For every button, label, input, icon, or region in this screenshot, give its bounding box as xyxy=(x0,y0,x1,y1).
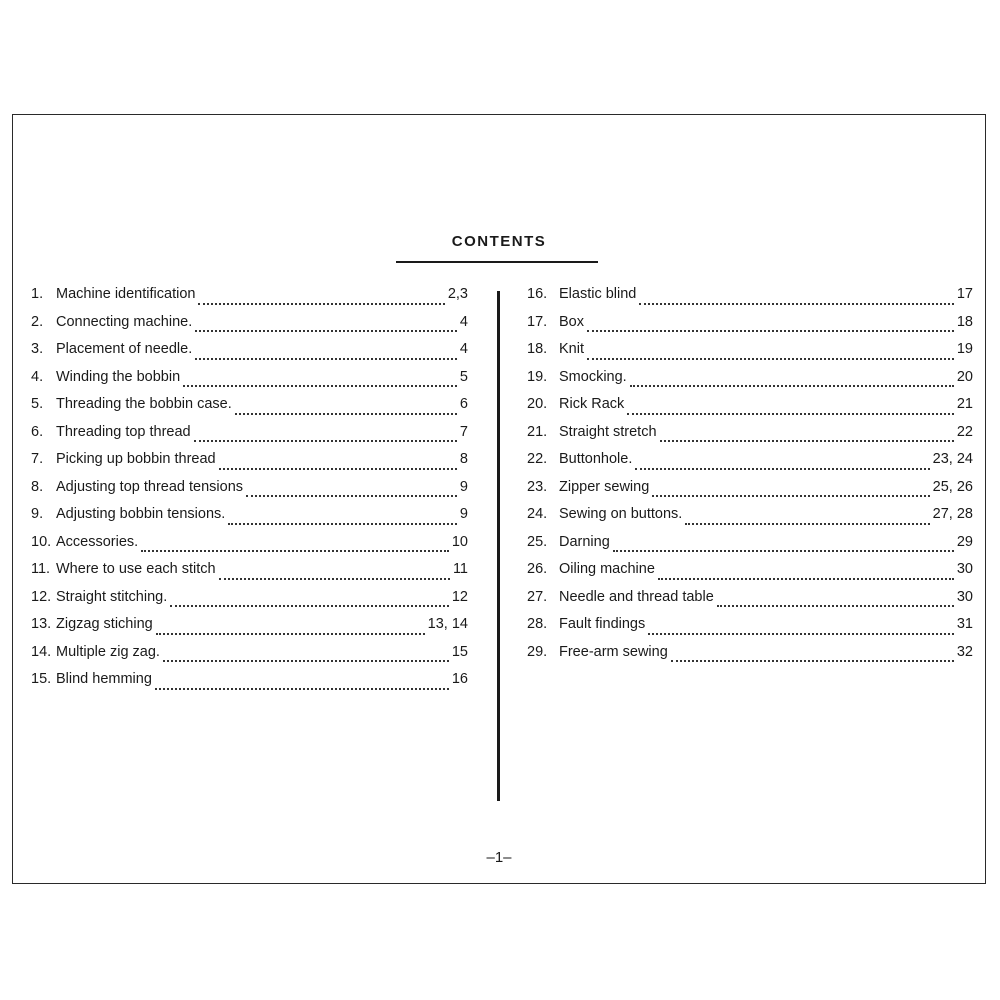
toc-entry xyxy=(31,424,468,452)
toc-entry xyxy=(31,369,468,397)
toc-entry-page: 7 xyxy=(459,423,468,440)
column-divider xyxy=(497,291,500,801)
toc-entry-page: 4 xyxy=(459,313,468,330)
toc-entry-page: 13, 14 xyxy=(427,616,468,632)
toc-entry xyxy=(527,561,973,589)
toc-entry-number: 25. xyxy=(527,533,548,550)
toc-entry-label: Smocking. xyxy=(559,368,627,385)
toc-entry xyxy=(527,424,973,452)
toc-entry-label: Placement of needle. xyxy=(56,341,193,357)
toc-entry-number: 11. xyxy=(31,561,51,577)
toc-entry xyxy=(527,451,973,479)
toc-entry-number: 14. xyxy=(31,643,52,660)
toc-entry-label: Straight stitching. xyxy=(56,588,168,605)
toc-entry-label: Where to use each stitch xyxy=(56,561,216,577)
toc-entry-label: Elastic blind xyxy=(559,286,637,302)
toc-entry-number: 15. xyxy=(31,671,52,687)
dot-leader xyxy=(630,385,954,387)
toc-entry-label: Zigzag stiching xyxy=(56,616,153,632)
dot-leader xyxy=(195,358,457,360)
toc-entry-page: 16 xyxy=(451,671,468,687)
dot-leader xyxy=(627,413,954,415)
toc-entry-number: 27. xyxy=(527,588,548,605)
toc-right-column xyxy=(527,286,973,671)
toc-entry xyxy=(31,644,468,672)
toc-entry-number: 29. xyxy=(527,643,548,660)
toc-entry-number: 13. xyxy=(31,616,52,632)
toc-entry xyxy=(527,369,973,397)
page-number: –1– xyxy=(486,849,512,866)
toc-entry-number: 4. xyxy=(31,368,44,385)
toc-entry-label: Blind hemming xyxy=(56,671,152,687)
toc-entry-number: 28. xyxy=(527,616,548,632)
dot-leader xyxy=(671,660,954,662)
toc-entry-page: 8 xyxy=(459,451,468,467)
toc-entry xyxy=(31,616,468,644)
toc-entry-page: 20 xyxy=(956,368,973,385)
toc-entry xyxy=(31,589,468,617)
dot-leader xyxy=(658,578,954,580)
toc-entry-label: Knit xyxy=(559,341,584,357)
dot-leader xyxy=(219,468,457,470)
dot-leader xyxy=(717,605,954,607)
dot-leader xyxy=(639,303,953,305)
toc-entry-label: Fault findings xyxy=(559,616,646,632)
toc-entry xyxy=(31,506,468,534)
toc-entry-number: 19. xyxy=(527,368,548,385)
toc-entry-page: 4 xyxy=(459,341,468,357)
toc-entry-page: 31 xyxy=(956,616,973,632)
dot-leader xyxy=(648,633,954,635)
toc-entry xyxy=(31,671,468,699)
title-underline xyxy=(396,261,598,263)
dot-leader xyxy=(219,578,450,580)
toc-entry-number: 17. xyxy=(527,313,548,330)
dot-leader xyxy=(635,468,929,470)
toc-entry-label: Darning xyxy=(559,533,610,550)
toc-entry-label: Box xyxy=(559,313,584,330)
toc-entry xyxy=(31,534,468,562)
dot-leader xyxy=(235,413,457,415)
toc-entry-page: 15 xyxy=(451,643,468,660)
toc-entry-page: 10 xyxy=(451,533,468,550)
toc-entry-page: 21 xyxy=(956,396,973,412)
toc-entry-number: 3. xyxy=(31,341,44,357)
toc-entry xyxy=(31,314,468,342)
toc-entry-page: 29 xyxy=(956,533,973,550)
toc-entry-label: Picking up bobbin thread xyxy=(56,451,216,467)
dot-leader xyxy=(141,550,449,552)
toc-entry-number: 6. xyxy=(31,423,44,440)
toc-entry-label: Oiling machine xyxy=(559,561,655,577)
toc-entry-number: 23. xyxy=(527,478,548,495)
toc-entry-number: 21. xyxy=(527,423,548,440)
dot-leader xyxy=(613,550,954,552)
page-title: CONTENTS xyxy=(451,233,547,250)
toc-entry xyxy=(527,644,973,672)
toc-entry xyxy=(527,396,973,424)
toc-entry-label: Threading top thread xyxy=(56,423,191,440)
toc-entry-page: 32 xyxy=(956,643,973,660)
toc-entry xyxy=(31,561,468,589)
toc-entry-label: Straight stretch xyxy=(559,423,657,440)
toc-entry-page: 11 xyxy=(452,561,468,577)
toc-entry xyxy=(527,479,973,507)
toc-entry xyxy=(527,506,973,534)
dot-leader xyxy=(183,385,457,387)
toc-entry xyxy=(527,341,973,369)
toc-entry xyxy=(527,314,973,342)
toc-entry-page: 25, 26 xyxy=(932,478,973,495)
dot-leader xyxy=(652,495,929,497)
toc-entry-page: 9 xyxy=(459,478,468,495)
toc-entry xyxy=(527,286,973,314)
toc-entry-label: Machine identification xyxy=(56,286,196,302)
toc-entry-number: 10. xyxy=(31,533,52,550)
toc-entry-number: 7. xyxy=(31,451,44,467)
toc-left-column xyxy=(31,286,468,699)
dot-leader xyxy=(198,303,444,305)
toc-entry-label: Connecting machine. xyxy=(56,313,193,330)
toc-entry-label: Free-arm sewing xyxy=(559,643,668,660)
dot-leader xyxy=(156,633,425,635)
dot-leader xyxy=(155,688,449,690)
toc-entry-number: 16. xyxy=(527,286,548,302)
toc-entry-page: 2,3 xyxy=(447,286,468,302)
toc-entry xyxy=(31,451,468,479)
toc-entry xyxy=(31,286,468,314)
toc-entry-number: 12. xyxy=(31,588,52,605)
dot-leader xyxy=(246,495,457,497)
toc-entry-number: 1. xyxy=(31,286,44,302)
toc-entry-label: Buttonhole. xyxy=(559,451,633,467)
dot-leader xyxy=(660,440,954,442)
dot-leader xyxy=(194,440,457,442)
dot-leader xyxy=(587,330,954,332)
toc-entry-number: 9. xyxy=(31,506,44,522)
toc-entry-page: 19 xyxy=(956,341,973,357)
toc-entry-page: 9 xyxy=(459,506,468,522)
toc-entry-page: 27, 28 xyxy=(932,506,973,522)
toc-entry-page: 22 xyxy=(956,423,973,440)
toc-entry-number: 20. xyxy=(527,396,548,412)
toc-entry xyxy=(527,616,973,644)
toc-entry-label: Sewing on buttons. xyxy=(559,506,683,522)
toc-entry-label: Needle and thread table xyxy=(559,588,714,605)
toc-entry-page: 12 xyxy=(451,588,468,605)
toc-entry-page: 5 xyxy=(459,368,468,385)
dot-leader xyxy=(195,330,457,332)
toc-entry xyxy=(527,589,973,617)
toc-entry-label: Rick Rack xyxy=(559,396,625,412)
toc-entry-number: 26. xyxy=(527,561,548,577)
toc-entry-label: Accessories. xyxy=(56,533,139,550)
dot-leader xyxy=(228,523,457,525)
toc-entry-page: 30 xyxy=(956,588,973,605)
toc-entry-number: 24. xyxy=(527,506,548,522)
toc-entry-label: Adjusting bobbin tensions. xyxy=(56,506,226,522)
toc-entry-page: 30 xyxy=(956,561,973,577)
toc-entry xyxy=(31,479,468,507)
toc-entry-page: 6 xyxy=(459,396,468,412)
toc-entry-page: 23, 24 xyxy=(932,451,973,467)
toc-entry xyxy=(527,534,973,562)
toc-entry-label: Adjusting top thread tensions xyxy=(56,478,244,495)
toc-entry xyxy=(31,396,468,424)
toc-entry xyxy=(31,341,468,369)
dot-leader xyxy=(685,523,929,525)
toc-entry-number: 2. xyxy=(31,313,44,330)
dot-leader xyxy=(163,660,449,662)
toc-entry-page: 17 xyxy=(956,286,973,302)
toc-entry-label: Zipper sewing xyxy=(559,478,650,495)
toc-entry-label: Threading the bobbin case. xyxy=(56,396,232,412)
toc-entry-page: 18 xyxy=(956,313,973,330)
toc-entry-number: 22. xyxy=(527,451,548,467)
toc-entry-label: Multiple zig zag. xyxy=(56,643,160,660)
toc-entry-number: 18. xyxy=(527,341,548,357)
dot-leader xyxy=(587,358,954,360)
toc-entry-number: 5. xyxy=(31,396,44,412)
toc-entry-label: Winding the bobbin xyxy=(56,368,181,385)
document-page xyxy=(12,114,986,884)
dot-leader xyxy=(170,605,449,607)
toc-entry-number: 8. xyxy=(31,478,44,495)
